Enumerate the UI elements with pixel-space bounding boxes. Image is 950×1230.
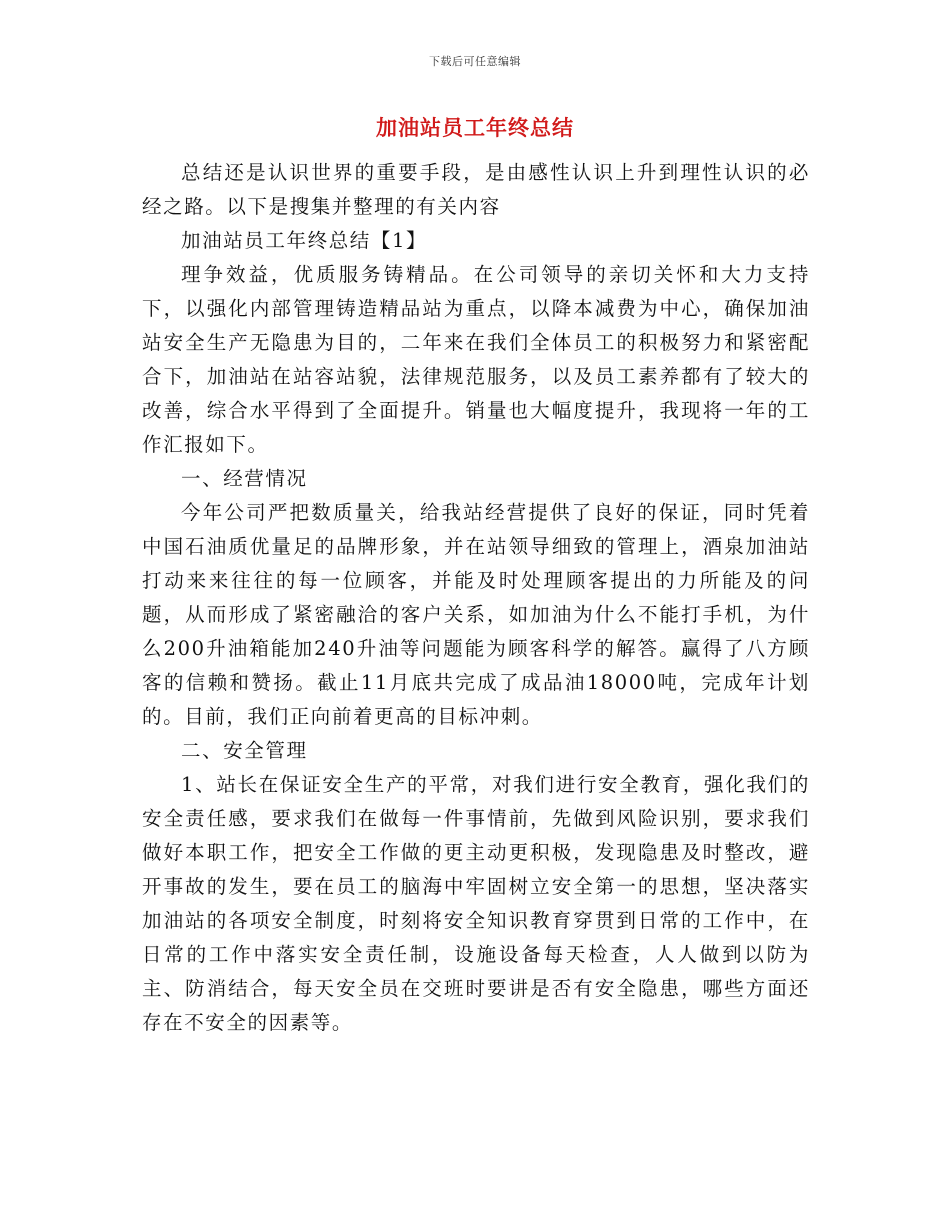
paragraph-safety: 1、站长在保证安全生产的平常，对我们进行安全教育，强化我们的安全责任感，要求我们在做每一件事情前，先做到风险识别，要求我们做好本职工作，把安全工作做的更主动更积极，发现隐患及时整改，避开事故的发生，要在员工的脑海中牢固树立安全第一的思想，坚决落实加油站的各项安全制度，时刻将安全知识教育穿贯到日常的工作中，在日常的工作中落实安全责任制，设施设备每天检查，人人做到以防为主、防消结合，每天安全员在交班时要讲是否有安全隐患，哪些方面还存在不安全的因素等。 (142, 773, 810, 1034)
section-heading-safety: 二、安全管理 (181, 739, 308, 762)
section-heading-1: 加油站员工年终总结【1】 (181, 229, 428, 252)
paragraph-intro: 总结还是认识世界的重要手段，是由感性认识上升到理性认识的必经之路。以下是搜集并整理的有关内容 (142, 161, 810, 218)
section-heading-operations: 一、经营情况 (181, 467, 308, 490)
document-title: 加油站员工年终总结 (376, 115, 574, 140)
document-body (142, 156, 810, 1040)
paragraph-overview: 理争效益，优质服务铸精品。在公司领导的亲切关怀和大力支持下，以强化内部管理铸造精品站为重点，以降本减费为中心，确保加油站安全生产无隐患为目的，二年来在我们全体员工的积极努力和紧密配合下，加油站在站容站貌，法律规范服务，以及员工素养都有了较大的改善，综合水平得到了全面提升。销量也大幅度提升，我现将一年的工作汇报如下。 (142, 263, 810, 456)
header-note: 下载后可任意编辑 (429, 55, 521, 68)
paragraph-operations: 今年公司严把数质量关，给我站经营提供了良好的保证，同时凭着中国石油质优量足的品牌形象，并在站领导细致的管理上，酒泉加油站打动来来往往的每一位顾客，并能及时处理顾客提出的力所能及的问题，从而形成了紧密融洽的客户关系，如加油为什么不能打手机，为什么200升油箱能加240升油等问题能为顾客科学的解答。赢得了八方顾客的信赖和赞扬。截止11月底共完成了成品油18000吨，完成年计划的。目前，我们正向前着更高的目标冲刺。 (142, 501, 810, 728)
